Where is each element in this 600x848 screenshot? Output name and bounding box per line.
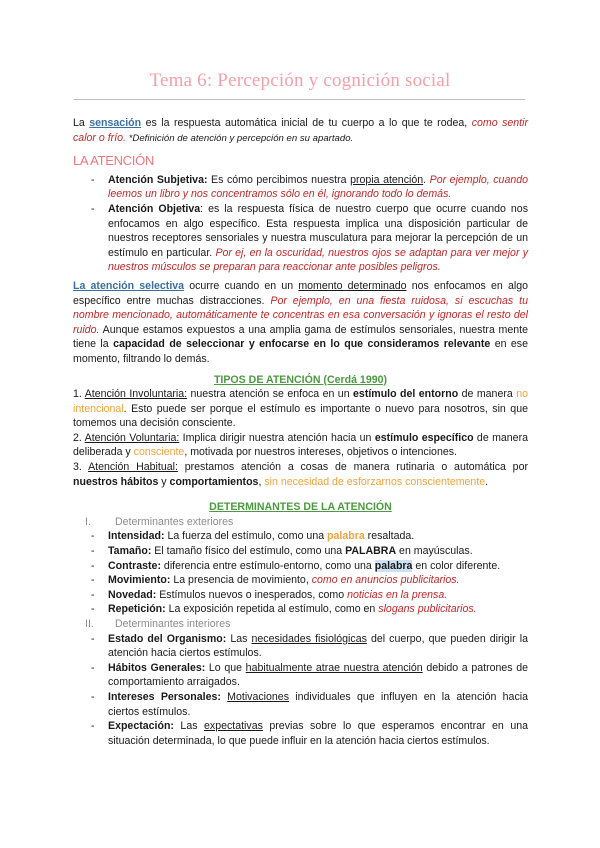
- term-sensacion: sensación: [89, 117, 142, 129]
- list-item: - Tamaño: El tamaño físico del estímulo, como una PALABRA en mayúsculas.: [91, 544, 528, 559]
- internal-determinants-heading: II. Determinantes interiores: [85, 618, 231, 630]
- list-item: - Novedad: Estímulos nuevos o inesperados, como noticias en la prensa.: [91, 588, 528, 603]
- tipo-voluntaria: 2. Atención Voluntaria: Implica dirigir nuestra atención hacia un estímulo específico de manera deliberada y consciente, motivada por nuestros intereses, objetivos o intenciones.: [73, 431, 528, 459]
- list-item: - Contraste: diferencia entre estímulo-entorno, como una palabra en color diferente.: [91, 559, 528, 574]
- list-item: - Repetición: La exposición repetida al estímulo, como en slogans publicitarios.: [91, 602, 528, 617]
- determinantes-heading: DETERMINANTES DE LA ATENCIÓN: [209, 501, 392, 514]
- list-item: - Hábitos Generales: Lo que habitualmente atrae nuestra atención debido a patrones de comportamiento arraigados.: [91, 661, 528, 690]
- internal-determinants-list: [73, 632, 528, 749]
- list-item: - Intensidad: La fuerza del estímulo, como una palabra resaltada.: [91, 529, 528, 544]
- attention-types-list: [73, 173, 528, 275]
- section-heading-atencion: LA ATENCIÓN: [73, 153, 154, 169]
- page-title: Tema 6: Percepción y cognición social: [149, 70, 451, 91]
- list-item: - Intereses Personales: Motivaciones individuales que influyen en la atención hacia ciertos estímulos.: [91, 690, 528, 719]
- title-divider: [73, 99, 525, 100]
- list-item: - Atención Objetiva: es la respuesta física de nuestro cuerpo que ocurre cuando nos enfocamos en algo específico. Esta respuesta implica una disposición particular de nuestros receptores sensoriales y nuestra musculatura para mejorar la percepción de un estímulo en particular. Por ej, en la oscuridad, nuestros ojos se adaptan para ver mejor y nuestros músculos se preparan para reaccionar ante posibles peligros.: [91, 202, 528, 275]
- document-body: [73, 116, 528, 748]
- tipos-heading: TIPOS DE ATENCIÓN (Cerdá 1990): [213, 373, 388, 386]
- external-determinants-list: [73, 529, 528, 617]
- tipo-involuntaria: 1. Atención Involuntaria: nuestra atención se enfoca en un estímulo del entorno de manera no intencional. Esto puede ser porque el estímulo es importante o nuevo para nosotros, sin que tomemos una decisión consciente.: [73, 388, 528, 430]
- external-determinants-heading: I. Determinantes exteriores: [85, 515, 234, 528]
- tipo-habitual: 3. Atención Habitual: prestamos atención a cosas de manera rutinaria o automática por nuestros hábitos y comportamientos, sin necesidad de esforzarnos conscientemente.: [73, 461, 528, 488]
- term-atencion-selectiva: La atención selectiva: [73, 279, 185, 292]
- list-item: - Movimiento: La presencia de movimiento, como en anuncios publicitarios.: [91, 573, 528, 588]
- list-item: - Expectación: Las expectativas previas sobre lo que esperamos encontrar en una situación determinada, lo que puede influir en la atención hacia ciertos estímulos.: [91, 719, 528, 748]
- list-item: - Atención Subjetiva: Es cómo percibimos nuestra propia atención. Por ejemplo, cuando leemos un libro y nos concentramos sólo en él, ignorando todo lo demás.: [91, 173, 528, 202]
- intro-note: *Definición de atención y percepción en su apartado.: [126, 132, 354, 144]
- intro-paragraph: La sensación es la respuesta automática inicial de tu cuerpo a lo que te rodea, como sentir calor o frío. *Definición de atención y percepción en su apartado.: [73, 117, 528, 144]
- selective-attention-paragraph: La atención selectiva ocurre cuando en un momento determinado nos enfocamos en algo específico entre muchas distracciones. Por ejemplo, en una fiesta ruidosa, si escuchas tu nombre mencionado, automáticamente te concentras en esa conversación y ignoras el resto del ruido. Aunque estamos expuestos a una amplia gama de estímulos sensoriales, nuestra mente tiene la capacidad de seleccionar y enfocarse en lo que consideramos relevante en ese momento, filtrando lo demás.: [73, 279, 528, 365]
- list-item: - Estado del Organismo: Las necesidades fisiológicas del cuerpo, que pueden dirigir la atención hacia ciertos estímulos.: [91, 632, 528, 661]
